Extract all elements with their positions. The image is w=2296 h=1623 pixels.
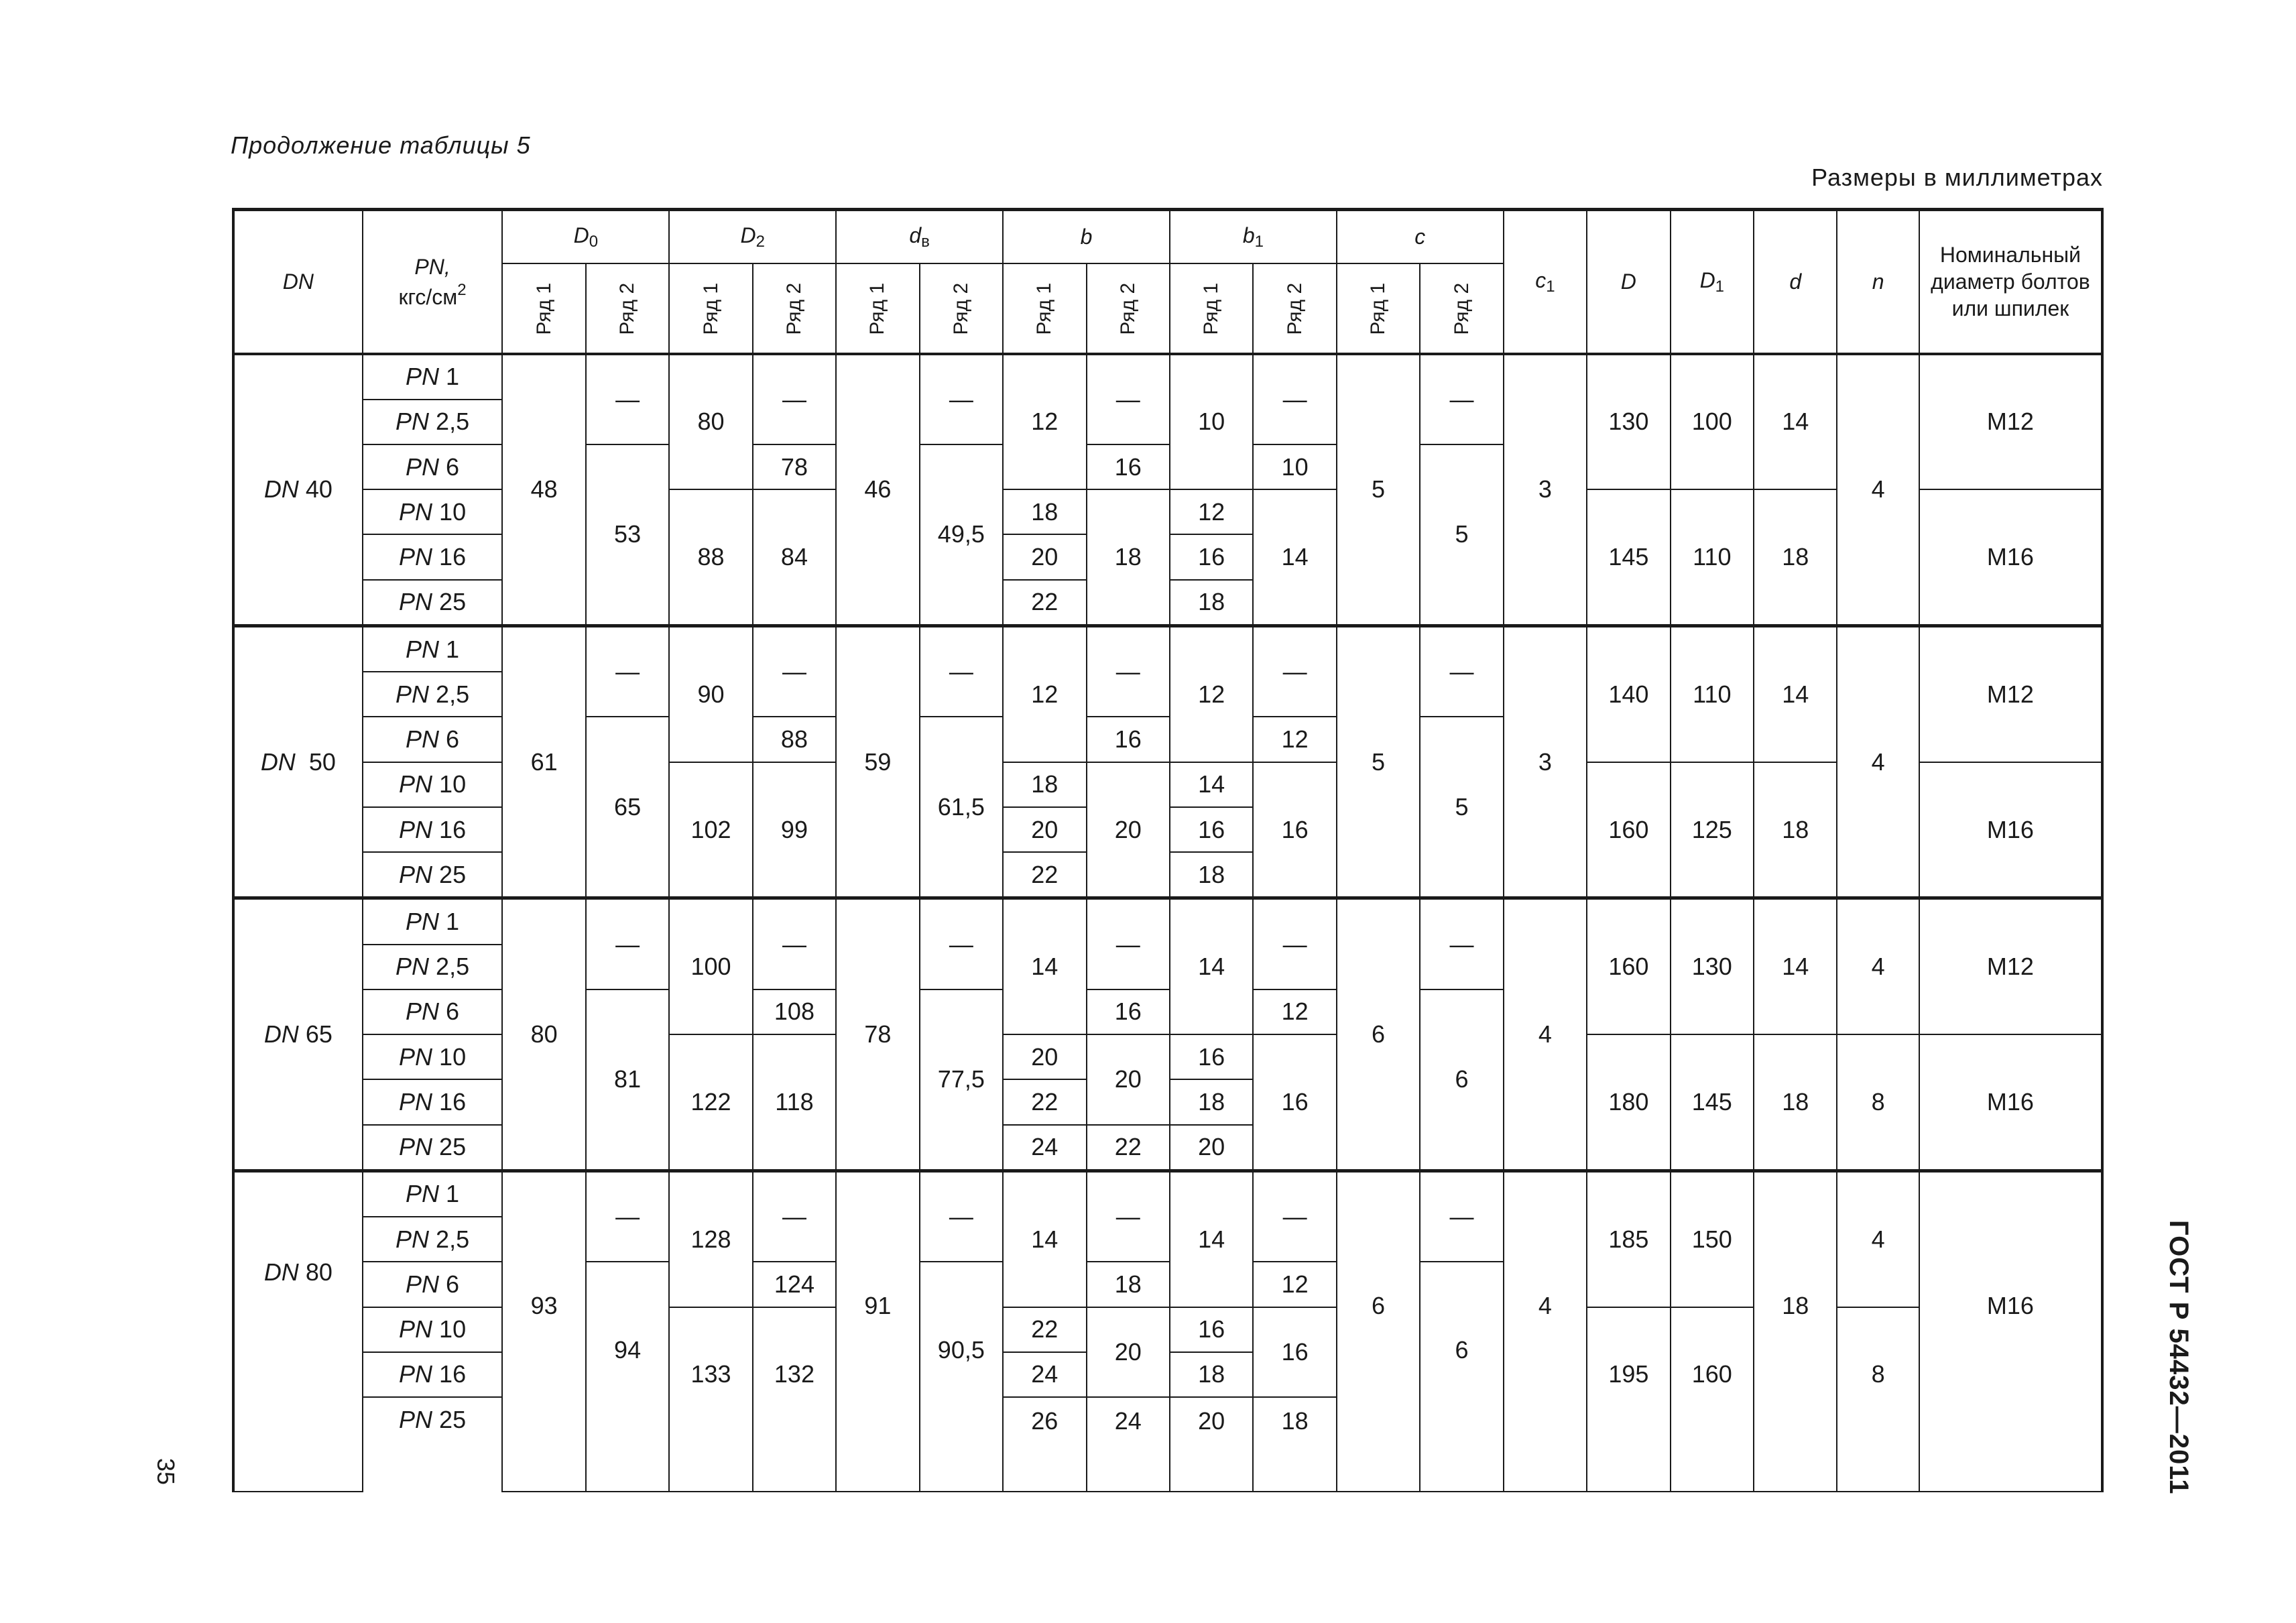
cell: 100 xyxy=(669,898,752,1034)
cell: 12 xyxy=(1253,1262,1336,1307)
cell: 22 xyxy=(1003,852,1086,898)
cell: 5 xyxy=(1420,444,1503,625)
cell: 61 xyxy=(502,625,585,898)
header-d: d xyxy=(1754,210,1837,353)
header-b1: $b_1$ xyxy=(1170,210,1337,263)
header-D: D xyxy=(1587,210,1670,353)
cell: 18 xyxy=(1170,1352,1253,1397)
cell: 10 xyxy=(1253,444,1336,489)
header-dv: $d_в$ xyxy=(836,210,1003,263)
cell: 4 xyxy=(1504,1170,1587,1492)
cell: 59 xyxy=(836,625,919,898)
cell: — xyxy=(1253,1170,1336,1262)
pn-cell: PN 1 xyxy=(363,1170,503,1217)
flange-dimensions-table xyxy=(232,208,2104,1492)
cell: 18 xyxy=(1754,489,1837,625)
dn-cell: DN 65 xyxy=(233,898,363,1170)
pn-cell: PN 25 xyxy=(363,1125,503,1171)
cell: 20 xyxy=(1003,1034,1086,1079)
dn-cell: DN 40 xyxy=(233,355,363,626)
cell: 18 xyxy=(1754,762,1837,898)
cell: M16 xyxy=(1919,1034,2102,1170)
empty-cell xyxy=(363,1441,503,1492)
cell: — xyxy=(1087,625,1170,717)
cell: 84 xyxy=(753,489,836,625)
cell: 24 xyxy=(1003,1352,1086,1397)
cell: 14 xyxy=(1003,898,1086,1034)
cell: 100 xyxy=(1671,355,1754,490)
cell: 14 xyxy=(1170,1170,1253,1307)
cell: — xyxy=(1420,898,1503,989)
cell: 20 xyxy=(1087,1307,1170,1397)
pn-cell: PN 16 xyxy=(363,807,503,852)
cell: 14 xyxy=(1253,489,1336,625)
header-row-2: Ряд 2 xyxy=(1420,263,1503,353)
cell: — xyxy=(753,1170,836,1262)
cell: 6 xyxy=(1337,1170,1420,1492)
pn-cell: PN 2,5 xyxy=(363,945,503,989)
cell: 48 xyxy=(502,355,585,626)
header-row-2: Ряд 2 xyxy=(920,263,1003,353)
cell: 128 xyxy=(669,1170,752,1307)
cell: 16 xyxy=(1253,762,1336,898)
header-D0: $D_0$ xyxy=(502,210,669,263)
cell: 118 xyxy=(753,1034,836,1170)
cell: 22 xyxy=(1003,1079,1086,1124)
pn-cell: PN 1 xyxy=(363,625,503,672)
table-row xyxy=(233,355,2102,400)
cell: 16 xyxy=(1170,807,1253,852)
header-n: n xyxy=(1837,210,1919,353)
header-row-1: Ряд 1 xyxy=(669,263,752,353)
cell: 18 xyxy=(1754,1034,1837,1170)
cell: 4 xyxy=(1837,355,1919,626)
cell: 160 xyxy=(1587,762,1670,898)
cell: — xyxy=(920,1170,1003,1262)
table-row xyxy=(233,625,2102,672)
cell: 12 xyxy=(1003,355,1086,490)
table-row xyxy=(233,1170,2102,1217)
cell: 20 xyxy=(1170,1125,1253,1171)
cell: 80 xyxy=(502,898,585,1170)
cell: 6 xyxy=(1337,898,1420,1170)
pn-cell: PN 10 xyxy=(363,762,503,807)
cell: 4 xyxy=(1504,898,1587,1170)
cell: 18 xyxy=(1087,489,1170,625)
cell: 124 xyxy=(753,1262,836,1307)
cell: 18 xyxy=(1087,1262,1170,1307)
cell: 4 xyxy=(1837,1170,1919,1307)
pn-cell: PN 6 xyxy=(363,717,503,762)
cell: 4 xyxy=(1837,898,1919,1034)
cell: 12 xyxy=(1253,717,1336,762)
cell: 18 xyxy=(1170,852,1253,898)
cell: 20 xyxy=(1003,807,1086,852)
header-D1: $D_1$ xyxy=(1671,210,1754,353)
cell: 22 xyxy=(1003,1307,1086,1352)
cell: 16 xyxy=(1087,989,1170,1034)
header-c: c xyxy=(1337,210,1504,263)
cell: 90,5 xyxy=(920,1262,1003,1492)
pn-cell: PN 2,5 xyxy=(363,400,503,444)
cell: — xyxy=(753,898,836,989)
cell: 94 xyxy=(586,1262,669,1492)
cell: 18 xyxy=(1003,762,1086,807)
cell: 6 xyxy=(1420,1262,1503,1492)
cell: 18 xyxy=(1170,1079,1253,1124)
header-c1: $c_1$ xyxy=(1504,210,1587,353)
pn-cell: PN 25 xyxy=(363,580,503,626)
header-row-1: Ряд 1 xyxy=(1170,263,1253,353)
cell: 16 xyxy=(1170,1307,1253,1352)
cell: 5 xyxy=(1337,355,1420,626)
cell: 22 xyxy=(1003,580,1086,626)
cell: 16 xyxy=(1253,1307,1336,1397)
cell: 180 xyxy=(1587,1034,1670,1170)
cell: 18 xyxy=(1253,1397,1336,1492)
header-row-1: Ряд 1 xyxy=(1337,263,1420,353)
cell: 77,5 xyxy=(920,989,1003,1170)
cell: 14 xyxy=(1003,1170,1086,1307)
cell: — xyxy=(920,898,1003,989)
header-row-2: Ряд 2 xyxy=(753,263,836,353)
cell: 16 xyxy=(1087,717,1170,762)
cell: — xyxy=(586,625,669,717)
header-row-1: Ряд 1 xyxy=(836,263,919,353)
cell: 12 xyxy=(1253,989,1336,1034)
cell: — xyxy=(586,355,669,444)
cell: 125 xyxy=(1671,762,1754,898)
cell: 3 xyxy=(1504,355,1587,626)
pn-cell: PN 2,5 xyxy=(363,1217,503,1262)
cell: 20 xyxy=(1170,1397,1253,1492)
cell: 110 xyxy=(1671,489,1754,625)
units-note: Размеры в миллиметрах xyxy=(1811,164,2103,191)
cell: 91 xyxy=(836,1170,919,1492)
cell: 132 xyxy=(753,1307,836,1492)
cell: 160 xyxy=(1587,898,1670,1034)
cell: 140 xyxy=(1587,625,1670,762)
cell: 160 xyxy=(1671,1307,1754,1492)
pn-cell: PN 25 xyxy=(363,852,503,898)
dn-cell: DN 50 xyxy=(233,625,363,898)
cell: — xyxy=(753,625,836,717)
pn-cell: PN 16 xyxy=(363,534,503,579)
cell: 22 xyxy=(1087,1125,1170,1171)
cell: 18 xyxy=(1170,580,1253,626)
cell: 65 xyxy=(586,717,669,898)
pn-cell: PN 10 xyxy=(363,1034,503,1079)
cell: — xyxy=(753,355,836,444)
header-row-2: Ряд 2 xyxy=(1087,263,1170,353)
pn-cell: PN 25 xyxy=(363,1397,503,1441)
cell: 6 xyxy=(1420,989,1503,1170)
cell: — xyxy=(1087,1170,1170,1262)
cell: 78 xyxy=(753,444,836,489)
cell: 8 xyxy=(1837,1034,1919,1170)
cell: M12 xyxy=(1919,898,2102,1034)
cell: 10 xyxy=(1170,355,1253,490)
cell: 3 xyxy=(1504,625,1587,898)
cell: 5 xyxy=(1337,625,1420,898)
standard-designation: ГОСТ Р 54432—2011 xyxy=(2164,1220,2193,1495)
cell: — xyxy=(1253,355,1336,444)
cell: 49,5 xyxy=(920,444,1003,625)
cell: 16 xyxy=(1170,1034,1253,1079)
cell: — xyxy=(1087,355,1170,444)
cell: 122 xyxy=(669,1034,752,1170)
cell: 20 xyxy=(1087,1034,1170,1124)
cell: 185 xyxy=(1587,1170,1670,1307)
cell: — xyxy=(1420,355,1503,444)
cell: — xyxy=(1420,1170,1503,1262)
cell: 88 xyxy=(669,489,752,625)
header-bolt-diameter: Номинальный диаметр болтов или шпилек xyxy=(1919,210,2102,353)
cell: 12 xyxy=(1170,625,1253,762)
header-D2: $D_2$ xyxy=(669,210,836,263)
cell: M12 xyxy=(1919,625,2102,762)
cell: M12 xyxy=(1919,355,2102,490)
cell: — xyxy=(920,355,1003,444)
cell: 14 xyxy=(1170,898,1253,1034)
cell: 81 xyxy=(586,989,669,1170)
cell: 108 xyxy=(753,989,836,1034)
cell: 20 xyxy=(1087,762,1170,898)
cell: — xyxy=(1253,625,1336,717)
cell: 16 xyxy=(1253,1034,1336,1170)
pn-cell: PN 10 xyxy=(363,1307,503,1352)
cell: 46 xyxy=(836,355,919,626)
cell: M16 xyxy=(1919,762,2102,898)
cell: 150 xyxy=(1671,1170,1754,1307)
pn-cell: PN 10 xyxy=(363,489,503,534)
cell: 18 xyxy=(1003,489,1086,534)
pn-cell: PN 6 xyxy=(363,989,503,1034)
cell: 130 xyxy=(1671,898,1754,1034)
cell: 5 xyxy=(1420,717,1503,898)
cell: — xyxy=(1420,625,1503,717)
header-row-2: Ряд 2 xyxy=(1253,263,1336,353)
cell: 93 xyxy=(502,1170,585,1492)
pn-cell: PN 16 xyxy=(363,1079,503,1124)
header-row-1: Ряд 1 xyxy=(502,263,585,353)
cell: M16 xyxy=(1919,1170,2102,1492)
cell: 26 xyxy=(1003,1397,1086,1492)
header-pn: PN, кгс/$см^2$ xyxy=(363,210,503,353)
cell: M16 xyxy=(1919,489,2102,625)
cell: 80 xyxy=(669,355,752,490)
dn-cell: DN 80 xyxy=(233,1170,363,1492)
cell: 18 xyxy=(1754,1170,1837,1492)
cell: 145 xyxy=(1671,1034,1754,1170)
pn-cell: PN 1 xyxy=(363,898,503,945)
cell: 133 xyxy=(669,1307,752,1492)
cell: 16 xyxy=(1087,444,1170,489)
cell: 88 xyxy=(753,717,836,762)
cell: 8 xyxy=(1837,1307,1919,1492)
cell: 14 xyxy=(1754,625,1837,762)
cell: 4 xyxy=(1837,625,1919,898)
header-row-1: Ряд 1 xyxy=(1003,263,1086,353)
cell: 16 xyxy=(1170,534,1253,579)
pn-cell: PN 6 xyxy=(363,1262,503,1307)
pn-cell: PN 6 xyxy=(363,444,503,489)
pn-cell: PN 16 xyxy=(363,1352,503,1397)
cell: 12 xyxy=(1003,625,1086,762)
cell: 14 xyxy=(1170,762,1253,807)
cell: 61,5 xyxy=(920,717,1003,898)
page-number: 35 xyxy=(152,1458,180,1486)
cell: 78 xyxy=(836,898,919,1170)
cell: 90 xyxy=(669,625,752,762)
cell: — xyxy=(586,1170,669,1262)
cell: 110 xyxy=(1671,625,1754,762)
cell: — xyxy=(1253,898,1336,989)
cell: 14 xyxy=(1754,898,1837,1034)
cell: 14 xyxy=(1754,355,1837,490)
cell: 130 xyxy=(1587,355,1670,490)
pn-cell: PN 2,5 xyxy=(363,672,503,717)
table-caption: Продолжение таблицы 5 xyxy=(231,131,531,159)
cell: — xyxy=(1087,898,1170,989)
cell: 12 xyxy=(1170,489,1253,534)
cell: 20 xyxy=(1003,534,1086,579)
cell: 53 xyxy=(586,444,669,625)
header-dn: DN xyxy=(233,210,363,353)
cell: — xyxy=(920,625,1003,717)
cell: 102 xyxy=(669,762,752,898)
cell: 24 xyxy=(1003,1125,1086,1171)
cell: — xyxy=(586,898,669,989)
cell: 99 xyxy=(753,762,836,898)
header-b: b xyxy=(1003,210,1170,263)
table-row xyxy=(233,898,2102,945)
cell: 195 xyxy=(1587,1307,1670,1492)
pn-cell: PN 1 xyxy=(363,355,503,400)
cell: 24 xyxy=(1087,1397,1170,1492)
header-row-2: Ряд 2 xyxy=(586,263,669,353)
cell: 145 xyxy=(1587,489,1670,625)
